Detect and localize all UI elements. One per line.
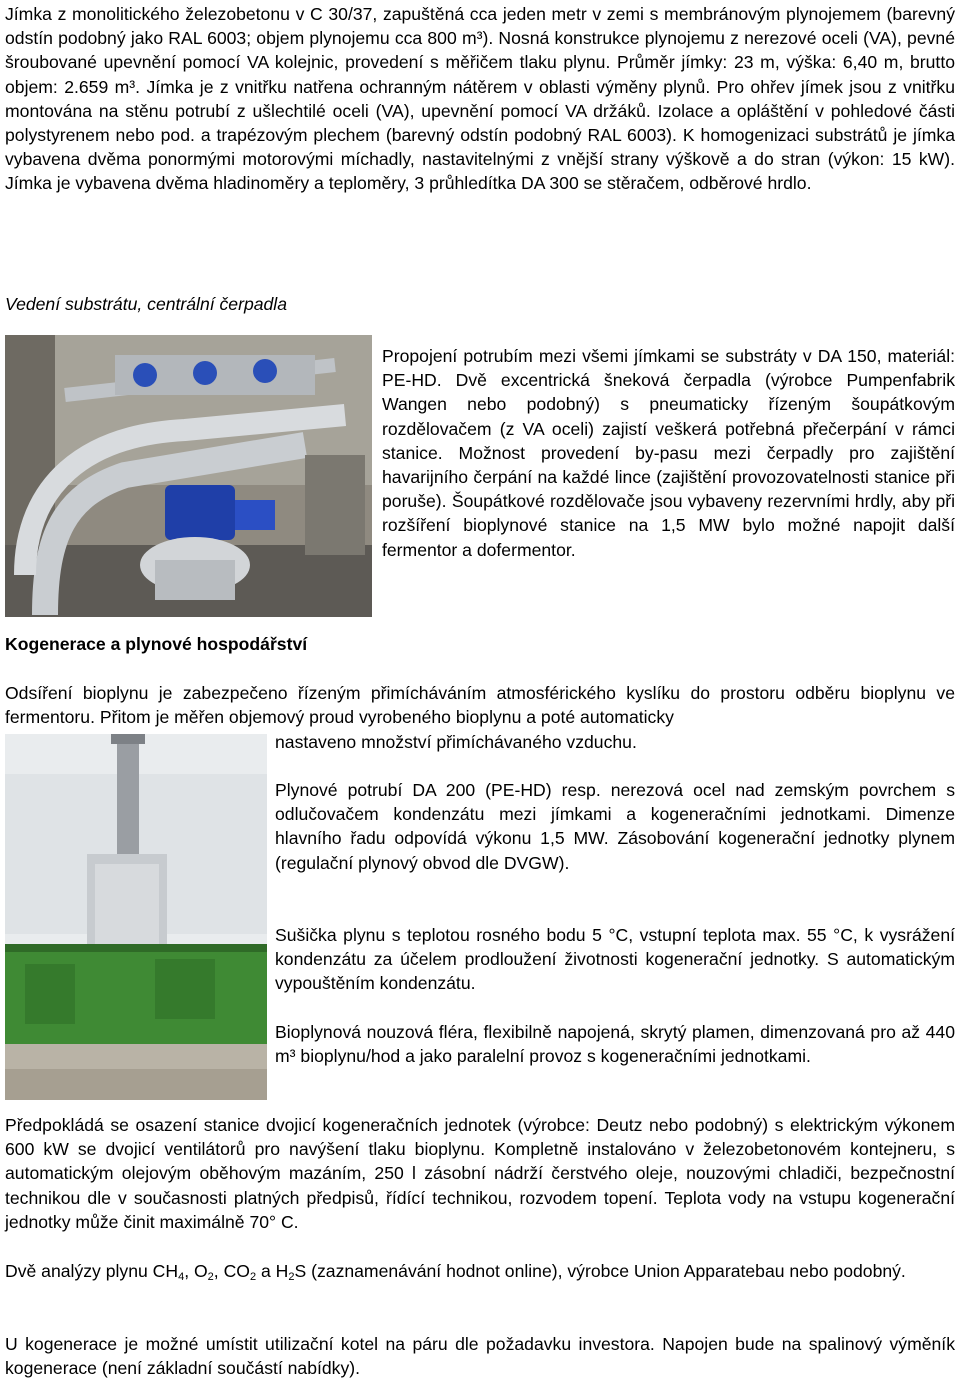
boiler-paragraph: U kogenerace je možné umístit utilizační kotel na páru dle požadavku investora. Napojen bude na spalinový výměník kogenerace (není základní součástí nabídky). [5,1334,955,1379]
analysis-suffix: S (zaznamenávání hodnot online), výrobce Union Apparatebau nebo podobný. [294,1261,906,1281]
analysis-subscript: 2 [207,1271,214,1283]
chp-heading-block [5,632,955,656]
intro-paragraph: Jímka z monolitického železobetonu v C 30/37, zapuštěná cca jeden metr v zemi s membránovým plynojemem (barevný odstín podobný jako RAL 6003; objem plynojemu cca 800 m³). Nosná konstrukce plynojemu z nerezové oceli (VA), pevné šroubované upevnění pomocí VA kolejnic, provedení s měřičem tlaku plynu. Průměr jímky: 23 m, výška: 6,40 m, brutto objem: 2.659 m³. Jímka je z vnitřku natřena ochranným nátěrem v oblasti výměny plynů. Pro ohřev jímek jsou z vnitřku montována na stěnu potrubí z ušlechtilé oceli (VA), upevnění pomocí VA držáků. Izolace a opláštění v pohledové části polystyrenem nebo pod. a trapézovým plechem (barevný odstín podobný RAL 6003). K homogenizaci substrátů je jímka vybavena dvěma ponormými motorovými míchadly, nastavitelnými z vnější strany výškově a do stran (výkon: 15 kW). Jímka je vybavena dvěma hladinoměry a teploměry, 3 průhledítka DA 300 se stěračem, odběrové hrdlo. [5,4,955,194]
analysis-separator: , O [184,1261,208,1281]
boiler-text-block [5,1332,955,1380]
pump-station-photo [5,335,372,617]
analysis-paragraph [5,1259,955,1283]
analysis-subscript: 2 [288,1271,295,1283]
substrate-text-block [382,344,955,562]
units-paragraph: Předpokládá se osazení stanice dvojicí kogeneračních jednotek (výrobce: Deutz nebo podobný) s elektrickým výkonem 600 kW se dvojicí ventilátorů pro navýšení tlaku bioplynu. Kompletně instalováno v železobetonovém kontejneru, s automatickým olejovým oběhovým mazáním, 250 l zásobní nádrží čerstvého oleje, nouzovými chladiči, bezpečnostní technikou dle v současnosti platných předpisů, řídící technikou, rozvodem topení. Teplota vody na vstupu kogenerační jednotky může činit maximálně 70° C. [5,1115,955,1232]
chp-intro-line1: Odsíření bioplynu je zabezpečeno řízeným přimícháváním atmosférického kyslíku do prostoru odběru bioplynu ve fermentoru. Přitom je měřen objemový proud vyrobeného bioplynu a poté automaticky [5,683,955,728]
analysis-prefix: Dvě analýzy plynu CH [5,1261,179,1281]
chp-intro-line2-block [275,730,955,754]
substrate-paragraph: Propojení potrubím mezi všemi jímkami se substráty v DA 150, materiál: PE-HD. Dvě excentrická šneková čerpadla (výrobce Pumpenfabrik Wangen nebo podobný) s pneumaticky řízeným šoupátkovým rozdělovačem (z VA oceli) zajistí veškerá potřebná přečerpání v rámci stanice. Možnost provedení by-pasu mezi čerpadly pro zajištění havarijního čerpání na každé lince (zajištění provozovatelnosti stanice při poruše). Šoupátkové rozdělovače jsou vybaveny rezervními hrdly, aby při rozšíření bioplynové stanice na 1,5 MW bylo možné napojit další fermentor a dofermentor. [382,346,955,560]
chp-container-photo [5,734,267,1100]
chp-intro-line2: nastaveno množství přimíchávaného vzduchu. [275,732,637,752]
chp-heading: Kogenerace a plynové hospodářství [5,634,308,654]
flare-text-block [275,1020,955,1068]
intro-section [5,2,955,196]
analysis-subscript: 2 [249,1271,257,1283]
flare-paragraph: Bioplynová nouzová fléra, flexibilně napojená, skrytý plamen, dimenzovaná pro až 440 m³ bioplynu/hod a jako paralelní provoz s kogeneračními jednotkami. [275,1022,955,1067]
pipe-text-block [275,778,955,875]
chp-intro-block [5,681,955,729]
dryer-text-block [275,923,955,996]
analysis-text-block [5,1259,955,1283]
units-text-block [5,1113,955,1234]
analysis-separator: a H [256,1261,289,1281]
analysis-separator: , CO [213,1261,250,1281]
pipe-paragraph: Plynové potrubí DA 200 (PE-HD) resp. nerezová ocel nad zemským povrchem s odlučovačem kondenzátu mezi jímkami a kogeneračními jednotkami. Dimenze hlavního řadu odpovídá výkonu 1,5 MW. Zásobování kogenerační jednotky plynem (regulační plynový obvod dle DVGW). [275,780,955,873]
analysis-subscript: 4 [178,1271,185,1283]
substrate-heading: Vedení substrátu, centrální čerpadla [5,294,287,314]
dryer-paragraph: Sušička plynu s teplotou rosného bodu 5 °C, vstupní teplota max. 55 °C, k vysrážení kondenzátu za účelem prodloužení životnosti kogenerační jednotky. S automatickým vypouštěním kondenzátu. [275,925,955,994]
substrate-heading-block [5,292,955,316]
